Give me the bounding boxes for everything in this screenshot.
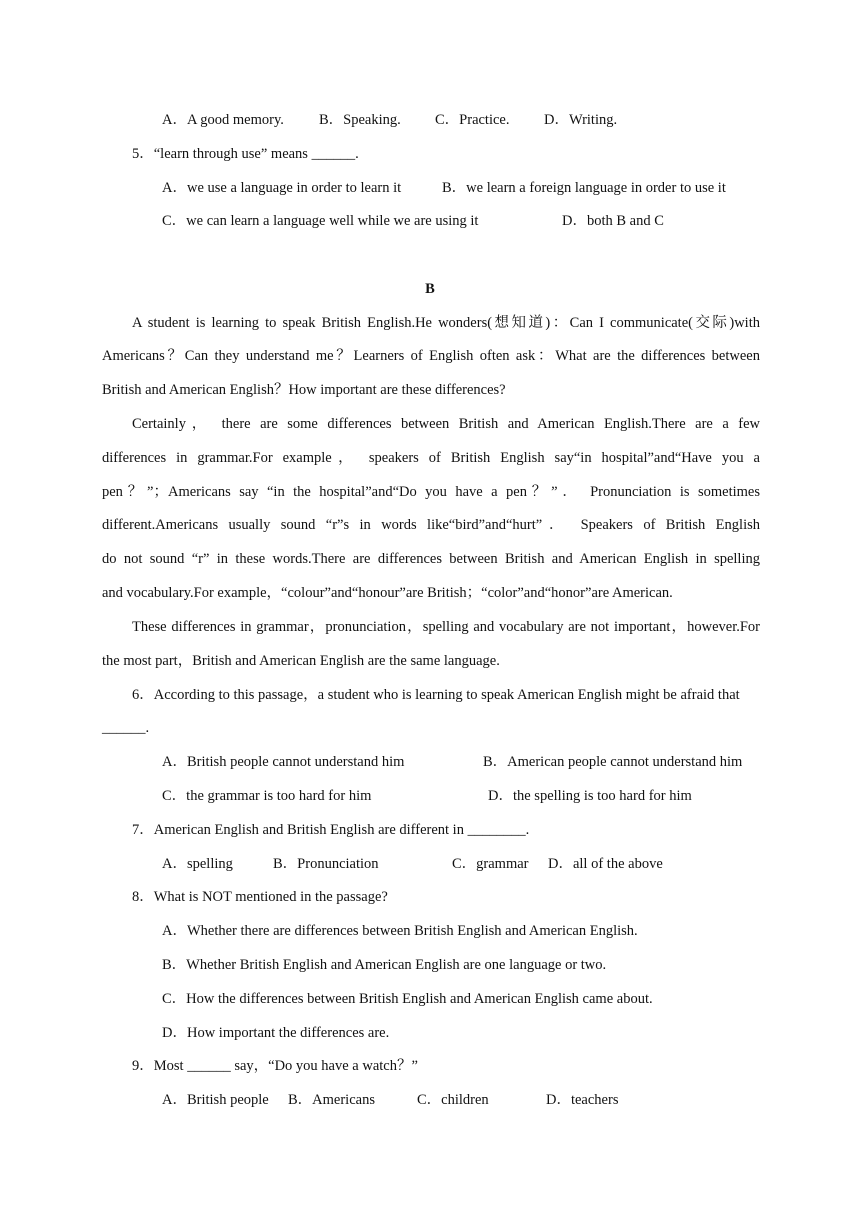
q7-option-a: A．spelling bbox=[162, 856, 233, 872]
q5-option-a: A．we use a language in order to learn it bbox=[162, 180, 402, 196]
q9-option-c: C．children bbox=[417, 1092, 489, 1108]
q7-stem: 7．American English and British English are different in ________. bbox=[132, 822, 530, 838]
passage-p2-line3: pen？”；Americans say “in the hospital”and“Do you have a pen？”． Pronunciation is sometimes bbox=[102, 484, 760, 500]
q4-option-c: C．Practice. bbox=[435, 112, 510, 128]
passage-p2-line5: do not sound “r” in these words.There are differences between British and American English in spelling bbox=[102, 551, 760, 567]
q6-option-d: D．the spelling is too hard for him bbox=[488, 788, 692, 804]
q5-option-b: B．we learn a foreign language in order to use it bbox=[442, 180, 726, 196]
passage-p3-line1: These differences in grammar，pronunciation，spelling and vocabulary are not important，however.For bbox=[132, 619, 760, 635]
q4-option-b: B．Speaking. bbox=[319, 112, 401, 128]
q5-stem: 5．“learn through use” means ______. bbox=[132, 146, 359, 162]
q8-option-c: C．How the differences between British English and American English came about. bbox=[162, 991, 653, 1007]
q9-option-b: B．Americans bbox=[288, 1092, 375, 1108]
q6-stem-line2: ______. bbox=[102, 720, 150, 736]
q7-option-b: B．Pronunciation bbox=[273, 856, 379, 872]
q4-option-a: A．A good memory. bbox=[162, 112, 284, 128]
passage-p3-line2: the most part，British and American English are the same language. bbox=[102, 653, 500, 669]
q6-option-c: C．the grammar is too hard for him bbox=[162, 788, 372, 804]
passage-p1-line1: A student is learning to speak British English.He wonders(想知道)：Can I communicate(交际)with bbox=[132, 315, 760, 331]
q5-option-d: D．both B and C bbox=[562, 213, 664, 229]
passage-p2-line6: and vocabulary.For example，“colour”and“honour”are British；“color”and“honor”are American. bbox=[102, 585, 673, 601]
passage-p1-line2: Americans？Can they understand me？Learners of English often ask：What are the differences between bbox=[102, 348, 760, 364]
q8-option-d: D．How important the differences are. bbox=[162, 1025, 390, 1041]
q8-option-b: B．Whether British English and American English are one language or two. bbox=[162, 957, 607, 973]
passage-p2-line2: differences in grammar.For example， speakers of British English say“in hospital”and“Have you a bbox=[102, 450, 760, 466]
passage-p2-line4: different.Americans usually sound “r”s in words like“bird”and“hurt”． Speakers of British English bbox=[102, 517, 760, 533]
q4-option-d: D．Writing. bbox=[544, 112, 618, 128]
q9-option-a: A．British people bbox=[162, 1092, 269, 1108]
q5-option-c: C．we can learn a language well while we are using it bbox=[162, 213, 479, 229]
q6-stem-line1: 6．According to this passage，a student who is learning to speak American English might be afraid that bbox=[132, 687, 740, 703]
q7-option-c: C．grammar bbox=[452, 856, 529, 872]
q6-option-b: B．American people cannot understand him bbox=[483, 754, 743, 770]
q7-option-d: D．all of the above bbox=[548, 856, 663, 872]
q9-stem: 9．Most ______ say，“Do you have a watch？” bbox=[132, 1058, 418, 1074]
q9-option-d: D．teachers bbox=[546, 1092, 619, 1108]
section-heading: B bbox=[425, 281, 435, 297]
q6-option-a: A．British people cannot understand him bbox=[162, 754, 405, 770]
passage-p2-line1: Certainly， there are some differences between British and American English.There are a few bbox=[132, 416, 760, 432]
passage-p1-line3: British and American English？How important are these differences? bbox=[102, 382, 506, 398]
q8-stem: 8．What is NOT mentioned in the passage? bbox=[132, 889, 388, 905]
q8-option-a: A．Whether there are differences between British English and American English. bbox=[162, 923, 638, 939]
